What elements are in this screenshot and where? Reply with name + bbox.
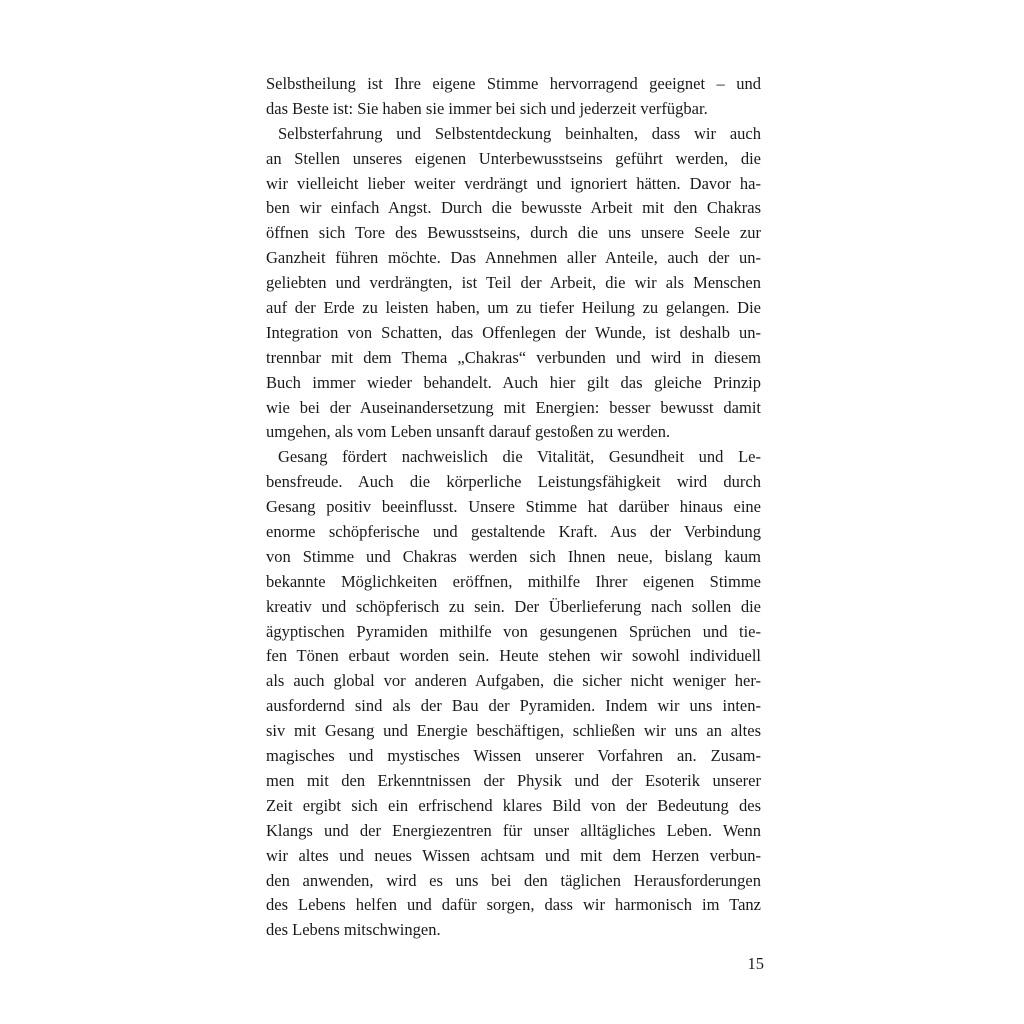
paragraph	[266, 445, 761, 943]
text-line: von Stimme und Chakras werden sich Ihnen neue, bislang kaum	[266, 546, 761, 566]
text-line: Selbsterfahrung und Selbstentdeckung beinhalten, dass wir auch	[278, 123, 761, 143]
text-line: das Beste ist: Sie haben sie immer bei sich und jederzeit verfügbar.	[266, 98, 708, 118]
text-line: Gesang fördert nachweislich die Vitalität, Gesundheit und Le-	[278, 447, 761, 467]
page-number: 15	[747, 954, 764, 973]
text-line: Integration von Schatten, das Offenlegen der Wunde, ist deshalb un-	[266, 322, 761, 342]
text-line: enorme schöpferische und gestaltende Kraft. Aus der Verbindung	[266, 522, 761, 542]
text-line: bekannte Möglichkeiten eröffnen, mithilfe Ihrer eigenen Stimme	[266, 571, 761, 591]
text-line: umgehen, als vom Leben unsanft darauf gestoßen zu werden.	[266, 422, 671, 442]
text-line: auf der Erde zu leisten haben, um zu tiefer Heilung zu gelangen. Die	[266, 298, 761, 318]
text-line: bensfreude. Auch die körperliche Leistungsfähigkeit wird durch	[266, 472, 761, 492]
text-line: geliebten und verdrängten, ist Teil der Arbeit, die wir als Menschen	[266, 273, 761, 293]
text-line: Gesang positiv beeinflusst. Unsere Stimme hat darüber hinaus eine	[266, 497, 761, 517]
text-line: Klangs und der Energiezentren für unser alltägliches Leben. Wenn	[266, 820, 761, 840]
text-line: an Stellen unseres eigenen Unterbewusstseins geführt werden, die	[266, 148, 761, 168]
text-line: men mit den Erkenntnissen der Physik und der Esoterik unserer	[266, 770, 761, 790]
text-line: siv mit Gesang und Energie beschäftigen, schließen wir uns an altes	[266, 721, 761, 741]
text-line: als auch global vor anderen Aufgaben, die sicher nicht weniger her-	[266, 671, 761, 691]
text-line: ben wir einfach Angst. Durch die bewusste Arbeit mit den Chakras	[266, 198, 761, 218]
paragraph	[266, 72, 761, 122]
text-line: den anwenden, wird es uns bei den täglichen Herausforderungen	[266, 870, 761, 890]
text-line: fen Tönen erbaut worden sein. Heute stehen wir sowohl individuell	[266, 646, 761, 666]
text-line: magisches und mystisches Wissen unserer Vorfahren an. Zusam-	[266, 746, 761, 766]
text-line: trennbar mit dem Thema „Chakras“ verbunden und wird in diesem	[266, 347, 761, 367]
paragraph	[266, 122, 761, 446]
text-line: öffnen sich Tore des Bewusstseins, durch die uns unsere Seele zur	[266, 223, 761, 243]
text-line: wir vielleicht lieber weiter verdrängt und ignoriert hätten. Davor ha-	[266, 173, 761, 193]
text-line: ausfordernd sind als der Bau der Pyramiden. Indem wir uns inten-	[266, 696, 761, 716]
text-line: Ganzheit führen möchte. Das Annehmen aller Anteile, auch der un-	[266, 248, 761, 268]
text-line: Buch immer wieder behandelt. Auch hier gilt das gleiche Prinzip	[266, 372, 761, 392]
text-line: des Lebens mitschwingen.	[266, 920, 441, 940]
text-line: kreativ und schöpferisch zu sein. Der Überlieferung nach sollen die	[266, 596, 761, 616]
text-line: Selbstheilung ist Ihre eigene Stimme hervorragend geeignet – und	[266, 74, 761, 93]
text-line: ägyptischen Pyramiden mithilfe von gesungenen Sprüchen und tie-	[266, 621, 761, 641]
text-line: Zeit ergibt sich ein erfrischend klares Bild von der Bedeutung des	[266, 795, 761, 815]
text-line: wir altes und neues Wissen achtsam und mit dem Herzen verbun-	[266, 845, 761, 865]
book-page-body	[266, 72, 761, 943]
text-line: wie bei der Auseinandersetzung mit Energien: besser bewusst damit	[266, 397, 761, 417]
text-line: des Lebens helfen und dafür sorgen, dass wir harmonisch im Tanz	[266, 895, 761, 915]
